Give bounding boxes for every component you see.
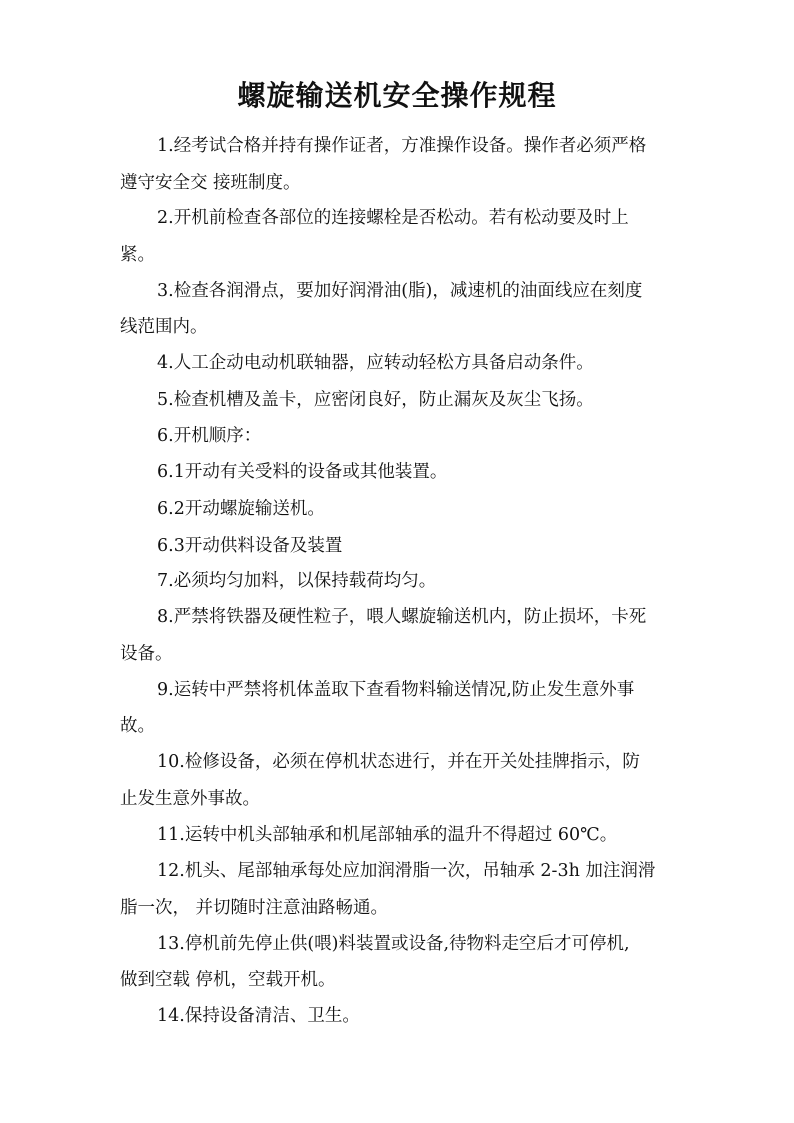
rule-13-line-1: 13.停机前先停止供(喂)料装置或设备,待物料走空后才可停机,: [157, 934, 630, 954]
rule-1-line-2: 遵守安全交 接班制度。: [120, 173, 301, 193]
rule-6: 6.开机顺序：: [157, 426, 262, 446]
rule-7: 7.必须均匀加料，以保持载荷均匀。: [157, 571, 437, 591]
rule-3-line-2: 线范围内。: [120, 317, 208, 337]
rule-4: 4.人工企动电动机联轴器，应转动轻松方具备启动条件。: [157, 353, 594, 373]
rule-13-line-2: 做到空载 停机，空载开机。: [120, 970, 336, 990]
rule-3-line-1: 3.检查各润滑点，要加好润滑油(脂)，减速机的油面线应在刻度: [157, 281, 643, 301]
rule-8-line-2: 设备。: [120, 644, 173, 664]
rule-8-line-1: 8.严禁将铁器及硬性粒子，喂人螺旋输送机内，防止损坏，卡死: [157, 607, 647, 627]
rule-2-line-2: 紧。: [120, 245, 155, 265]
document-title: 螺旋输送机安全操作规程: [237, 79, 557, 112]
rule-5: 5.检查机槽及盖卡，应密闭良好，防止漏灰及灰尘飞扬。: [157, 390, 594, 410]
rule-6-3: 6.3开动供料设备及装置: [157, 536, 343, 556]
rule-12-line-2: 脂一次， 并切随时注意油路畅通。: [120, 898, 389, 918]
rule-9-line-2: 故。: [120, 716, 155, 736]
rule-9-line-1: 9.运转中严禁将机体盖取下查看物料输送情况,防止发生意外事: [157, 680, 635, 700]
rule-2-line-1: 2.开机前检查各部位的连接螺栓是否松动。若有松动要及时上: [157, 208, 629, 228]
rule-14: 14.保持设备清洁、卫生。: [157, 1006, 360, 1026]
rule-12-line-1: 12.机头、尾部轴承每处应加润滑脂一次，吊轴承 2-3h 加注润滑: [157, 861, 656, 881]
rule-6-2: 6.2开动螺旋输送机。: [157, 499, 325, 519]
rule-6-1: 6.1开动有关受料的设备或其他装置。: [157, 462, 448, 482]
rule-10-line-2: 止发生意外事故。: [120, 789, 260, 809]
rule-11: 11.运转中机头部轴承和机尾部轴承的温升不得超过 60℃。: [157, 825, 618, 845]
rule-10-line-1: 10.检修设备，必须在停机状态进行，并在开关处挂牌指示，防: [157, 752, 640, 772]
rule-1-line-1: 1.经考试合格并持有操作证者，方准操作设备。操作者必须严格: [157, 136, 647, 156]
